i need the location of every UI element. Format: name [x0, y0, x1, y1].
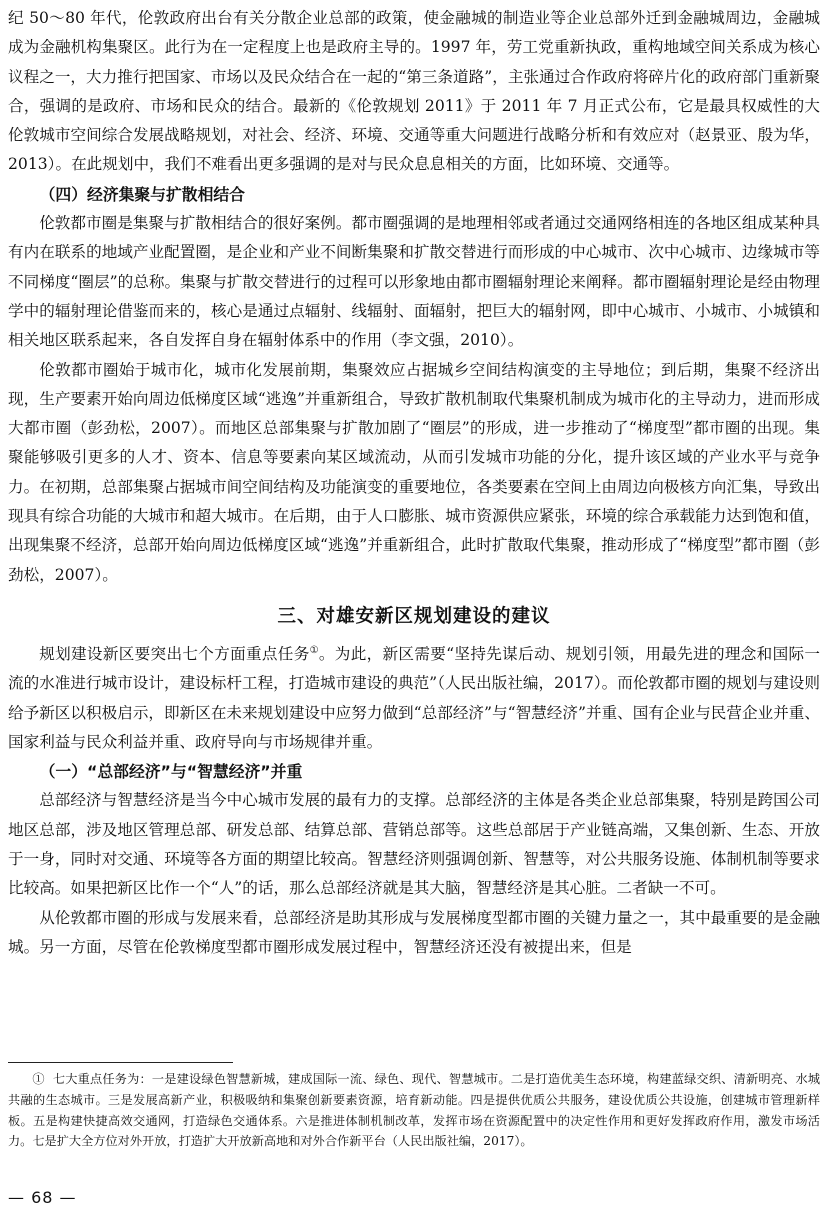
paragraph-continuation: 纪 50～80 年代，伦敦政府出台有关分散企业总部的政策，使金融城的制造业等企业总部外迁到金融城周边，金融城成为金融机构集聚区。此行为在一定程度上也是政府主导的。1997 年，劳工党重新执政，重构地域空间关系成为核心议程之一，大力推行把国家、市场以及民众结合在一起的“第三条道路”，主张通过合作政府将碎片化的政府部门重新聚合，强调的是政府、市场和民众的结合。最新的《伦敦规划 2011》于 2011 年 7 月正式公布，它是最具权威性的大伦敦城市空间综合发展战略规划，对社会、经济、环境、交通等重大问题进行战略分析和有效应对（赵景亚、殷为华，2013）。在此规划中，我们不难看出更多强调的是对与民众息息相关的方面，比如环境、交通等。 — [8, 9, 820, 174]
paragraph-key-tasks-start: 规划建设新区要突出七个方面重点任务 — [39, 644, 310, 663]
paragraph-key-tasks — [8, 640, 820, 757]
paragraph-metro-circle: 伦敦都市圈是集聚与扩散相结合的很好案例。都市圈强调的是地理相邻或者通过交通网络相连的各地区组成某种具有内在联系的地域产业配置圈，是企业和产业不间断集聚和扩散交替进行而形成的中心城市、次中心城市、边缘城市等不同梯度“圈层”的总称。集聚与扩散交替进行的过程可以形象地由都市圈辐射理论来阐释。都市圈辐射理论是经由物理学中的辐射理论借鉴而来的，核心是通过点辐射、线辐射、面辐射，把巨大的辐射网，即中心城市、小城市、小城镇和相关地区联系起来，各自发挥自身在辐射体系中的作用（李文强，2010）。 — [8, 214, 820, 350]
paragraph-key-tasks-rest: 。为此，新区需要“坚持先谋后动、规划引领，用最先进的理念和国际一流的水准进行城市设计，建设标杆工程，打造城市建设的典范”（人民出版社编，2017）。而伦敦都市圈的规划与建设则给予新区以积极启示，即新区在未来规划建设中应努力做到“总部经济”与“智慧经济”并重、国有企业与民营企业并重、国家利益与民众利益并重、政府导向与市场规律并重。 — [8, 644, 820, 751]
footnote-mark: ① — [32, 1072, 45, 1086]
footnote-text: 七大重点任务为：一是建设绿色智慧新城，建成国际一流、绿色、现代、智慧城市。二是打造优美生态环境，构建蓝绿交织、清新明亮、水城共融的生态城市。三是发展高新产业，积极吸纳和集聚创新要素资源，培育新动能。四是提供优质公共服务，建设优质公共设施，创建城市管理新样板。五是构建快捷高效交通网，打造绿色交通体系。六是推进体制机制改革，发挥市场在资源配置中的决定性作用和更好发挥政府作用，激发市场活力。七是扩大全方位对外开放，打造扩大开放新高地和对外合作新平台（人民出版社编，2017）。 — [8, 1072, 821, 1149]
subheading-economic-agglomeration: （四）经济集聚与扩散相结合 — [39, 184, 245, 204]
footnote-divider — [8, 1062, 233, 1063]
paragraph-urbanization: 伦敦都市圈始于城市化，城市化发展前期，集聚效应占据城乡空间结构演变的主导地位；到后期，集聚不经济出现，生产要素开始向周边低梯度区域“逃逸”并重新组合，导致扩散机制取代集聚机制成为城市化的主导动力，进而形成大都市圈（彭劲松，2007）。而地区总部集聚与扩散加剧了“圈层”的形成，进一步推动了“梯度型”都市圈的出现。集聚能够吸引更多的人才、资本、信息等要素向某区域流动，从而引发城市功能的分化，提升该区域的产业水平与竞争力。在初期，总部集聚占据城市间空间结构及功能演变的重要地位，各类要素在空间上由周边向极核方向汇集，导致出现具有综合功能的大城市和超大城市。在后期，由于人口膨胀、城市资源供应紧张，环境的综合承载能力达到饱和值，出现集聚不经济，总部开始向周边低梯度区域“逃逸”并重新组合，此时扩散取代集聚，推动形成了“梯度型”都市圈（彭劲松，2007）。 — [8, 360, 820, 584]
paragraph-london-analysis: 从伦敦都市圈的形成与发展来看，总部经济是助其形成与发展梯度型都市圈的关键力量之一，其中最重要的是金融城。另一方面，尽管在伦敦梯度型都市圈形成发展过程中，智慧经济还没有被提出来，但是 — [8, 908, 820, 956]
paragraph-headquarters-economy: 总部经济与智慧经济是当今中心城市发展的最有力的支撑。总部经济的主体是各类企业总部集聚，特别是跨国公司地区总部，涉及地区管理总部、研发总部、结算总部、营销总部等。这些总部居于产业链高端，又集创新、生态、开放于一身，同时对交通、环境等各方面的期望比较高。智慧经济则强调创新、智慧等，对公共服务设施、体制机制等要求比较高。如果把新区比作一个“人”的话，那么总部经济就是其大脑，智慧经济是其心脏。二者缺一不可。 — [8, 791, 820, 898]
page-number: — 68 — — [8, 1188, 77, 1207]
main-text — [8, 4, 820, 962]
footnote-marker: ① — [309, 644, 319, 656]
section-title: 三、对雄安新区规划建设的建议 — [277, 605, 551, 627]
subheading-headquarters-smart-economy: （一）“总部经济”与“智慧经济”并重 — [39, 762, 303, 782]
footnote — [8, 1069, 820, 1152]
